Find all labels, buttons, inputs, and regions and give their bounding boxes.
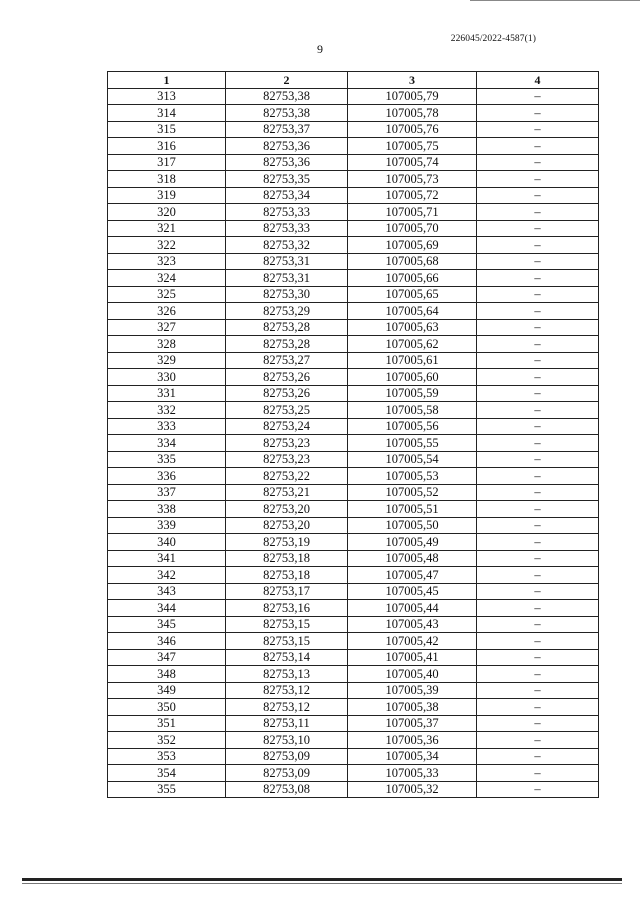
table-cell: 82753,29 — [226, 303, 348, 320]
table-cell: 323 — [108, 253, 226, 270]
table-cell: 82753,35 — [226, 171, 348, 188]
table-cell: 82753,25 — [226, 402, 348, 419]
table-cell: 107005,40 — [348, 666, 477, 683]
table-cell: – — [477, 517, 599, 534]
table-cell: 341 — [108, 550, 226, 567]
table-cell: 107005,68 — [348, 253, 477, 270]
column-header: 3 — [348, 72, 477, 89]
top-rule — [470, 0, 640, 1]
table-cell: 82753,18 — [226, 567, 348, 584]
column-header: 2 — [226, 72, 348, 89]
table-cell: 82753,09 — [226, 765, 348, 782]
table-cell: 82753,22 — [226, 468, 348, 485]
table-cell: 317 — [108, 154, 226, 171]
table-cell: 82753,18 — [226, 550, 348, 567]
table-cell: 330 — [108, 369, 226, 386]
table-cell: 345 — [108, 616, 226, 633]
table-cell: 353 — [108, 748, 226, 765]
table-cell: – — [477, 121, 599, 138]
table-cell: 107005,48 — [348, 550, 477, 567]
table-cell: 333 — [108, 418, 226, 435]
table-cell: 107005,62 — [348, 336, 477, 353]
table-row — [108, 600, 599, 617]
table-cell: 82753,17 — [226, 583, 348, 600]
table-row — [108, 352, 599, 369]
table-cell: 350 — [108, 699, 226, 716]
table-cell: – — [477, 435, 599, 452]
table-row — [108, 138, 599, 155]
table-cell: 82753,31 — [226, 270, 348, 287]
table-row — [108, 303, 599, 320]
table-row — [108, 237, 599, 254]
table-cell: – — [477, 633, 599, 650]
document-number: 226045/2022-4587(1) — [450, 34, 536, 44]
table-cell: 107005,53 — [348, 468, 477, 485]
table-cell: 82753,19 — [226, 534, 348, 551]
table-row — [108, 468, 599, 485]
table-cell: 349 — [108, 682, 226, 699]
table-cell: – — [477, 105, 599, 122]
table-row — [108, 748, 599, 765]
table-cell: – — [477, 237, 599, 254]
table-cell: – — [477, 88, 599, 105]
table-row — [108, 105, 599, 122]
table-cell: – — [477, 699, 599, 716]
table-cell: 107005,33 — [348, 765, 477, 782]
table-cell: 82753,36 — [226, 154, 348, 171]
column-header: 1 — [108, 72, 226, 89]
table-cell: 107005,79 — [348, 88, 477, 105]
table-cell: 315 — [108, 121, 226, 138]
table-row — [108, 649, 599, 666]
table-cell: – — [477, 385, 599, 402]
table-cell: 107005,64 — [348, 303, 477, 320]
table-cell: 326 — [108, 303, 226, 320]
table-row — [108, 88, 599, 105]
table-cell: 322 — [108, 237, 226, 254]
table-cell: 107005,58 — [348, 402, 477, 419]
table-cell: – — [477, 138, 599, 155]
table-cell: – — [477, 270, 599, 287]
table-cell: 334 — [108, 435, 226, 452]
table-row — [108, 171, 599, 188]
table-cell: 324 — [108, 270, 226, 287]
table-header-row — [108, 72, 599, 89]
table-cell: 346 — [108, 633, 226, 650]
table-cell: 335 — [108, 451, 226, 468]
table-cell: 82753,34 — [226, 187, 348, 204]
table-row — [108, 451, 599, 468]
table-body — [108, 88, 599, 798]
table-cell: – — [477, 154, 599, 171]
table-cell: 82753,24 — [226, 418, 348, 435]
table-row — [108, 715, 599, 732]
table-row — [108, 435, 599, 452]
table-cell: 82753,33 — [226, 204, 348, 221]
table-row — [108, 286, 599, 303]
table-cell: 355 — [108, 781, 226, 798]
table-row — [108, 385, 599, 402]
table-cell: 82753,33 — [226, 220, 348, 237]
table-row — [108, 517, 599, 534]
column-header: 4 — [477, 72, 599, 89]
table-cell: 325 — [108, 286, 226, 303]
table-cell: 82753,23 — [226, 451, 348, 468]
table-cell: 319 — [108, 187, 226, 204]
table-cell: 107005,43 — [348, 616, 477, 633]
table-row — [108, 666, 599, 683]
bottom-rule — [22, 878, 622, 881]
table-cell: – — [477, 567, 599, 584]
table-row — [108, 402, 599, 419]
table-cell: – — [477, 501, 599, 518]
table-cell: 107005,75 — [348, 138, 477, 155]
table-cell: 82753,08 — [226, 781, 348, 798]
table-cell: – — [477, 418, 599, 435]
table-cell: 107005,44 — [348, 600, 477, 617]
table-cell: – — [477, 369, 599, 386]
table-cell: – — [477, 616, 599, 633]
table-row — [108, 121, 599, 138]
table-row — [108, 501, 599, 518]
table-cell: – — [477, 171, 599, 188]
table-row — [108, 484, 599, 501]
table-cell: 348 — [108, 666, 226, 683]
table-row — [108, 369, 599, 386]
table-row — [108, 220, 599, 237]
table-cell: – — [477, 187, 599, 204]
table-cell: 327 — [108, 319, 226, 336]
table-cell: 107005,32 — [348, 781, 477, 798]
table-cell: – — [477, 748, 599, 765]
table-cell: – — [477, 600, 599, 617]
table-cell: 82753,12 — [226, 699, 348, 716]
table-cell: – — [477, 352, 599, 369]
table-row — [108, 270, 599, 287]
table-cell: 107005,76 — [348, 121, 477, 138]
table-row — [108, 765, 599, 782]
table-cell: 347 — [108, 649, 226, 666]
table-cell: – — [477, 204, 599, 221]
table-row — [108, 567, 599, 584]
table-cell: 82753,32 — [226, 237, 348, 254]
table-cell: 107005,45 — [348, 583, 477, 600]
table-cell: 82753,16 — [226, 600, 348, 617]
table-cell: 107005,65 — [348, 286, 477, 303]
table-cell: 82753,14 — [226, 649, 348, 666]
table-row — [108, 781, 599, 798]
table-cell: 82753,13 — [226, 666, 348, 683]
table-cell: 342 — [108, 567, 226, 584]
table-row — [108, 550, 599, 567]
table-cell: 332 — [108, 402, 226, 419]
coordinates-table — [107, 71, 599, 798]
table-cell: 107005,34 — [348, 748, 477, 765]
table-row — [108, 583, 599, 600]
table-cell: – — [477, 682, 599, 699]
table-cell: 337 — [108, 484, 226, 501]
table-cell: 82753,38 — [226, 88, 348, 105]
table-cell: 328 — [108, 336, 226, 353]
table-cell: 82753,20 — [226, 517, 348, 534]
table-cell: – — [477, 666, 599, 683]
table-cell: 344 — [108, 600, 226, 617]
table-cell: – — [477, 649, 599, 666]
table-cell: 329 — [108, 352, 226, 369]
table-cell: 107005,41 — [348, 649, 477, 666]
table-cell: 107005,63 — [348, 319, 477, 336]
table-cell: 82753,30 — [226, 286, 348, 303]
table-row — [108, 204, 599, 221]
table-cell: 336 — [108, 468, 226, 485]
table-cell: – — [477, 286, 599, 303]
table-cell: – — [477, 336, 599, 353]
table-cell: – — [477, 484, 599, 501]
table-cell: 82753,28 — [226, 336, 348, 353]
table-cell: – — [477, 253, 599, 270]
table-cell: 107005,51 — [348, 501, 477, 518]
table-cell: 107005,70 — [348, 220, 477, 237]
table-cell: 82753,10 — [226, 732, 348, 749]
table-cell: 82753,11 — [226, 715, 348, 732]
table-cell: 107005,50 — [348, 517, 477, 534]
table-row — [108, 187, 599, 204]
table-cell: 338 — [108, 501, 226, 518]
table-row — [108, 616, 599, 633]
table-cell: 351 — [108, 715, 226, 732]
table-cell: 82753,12 — [226, 682, 348, 699]
table-cell: 107005,42 — [348, 633, 477, 650]
table-cell: 107005,52 — [348, 484, 477, 501]
table-cell: 82753,23 — [226, 435, 348, 452]
table-cell: 107005,49 — [348, 534, 477, 551]
table-cell: 82753,31 — [226, 253, 348, 270]
table-cell: 82753,38 — [226, 105, 348, 122]
table-cell: 107005,36 — [348, 732, 477, 749]
table-cell: 352 — [108, 732, 226, 749]
table-cell: 82753,09 — [226, 748, 348, 765]
table-cell: – — [477, 220, 599, 237]
table-cell: 107005,38 — [348, 699, 477, 716]
table-cell: 82753,28 — [226, 319, 348, 336]
table-cell: 107005,59 — [348, 385, 477, 402]
table-cell: 82753,27 — [226, 352, 348, 369]
table-cell: 82753,26 — [226, 369, 348, 386]
table-cell: 343 — [108, 583, 226, 600]
table-row — [108, 154, 599, 171]
table-row — [108, 336, 599, 353]
table-cell: 331 — [108, 385, 226, 402]
table-cell: – — [477, 583, 599, 600]
table-cell: – — [477, 402, 599, 419]
table-row — [108, 253, 599, 270]
table-cell: 107005,78 — [348, 105, 477, 122]
table-row — [108, 418, 599, 435]
table-cell: 107005,72 — [348, 187, 477, 204]
table-cell: – — [477, 765, 599, 782]
table-cell: 107005,39 — [348, 682, 477, 699]
table-cell: – — [477, 303, 599, 320]
table-cell: 107005,69 — [348, 237, 477, 254]
table-cell: 82753,20 — [226, 501, 348, 518]
table-row — [108, 732, 599, 749]
table-cell: 107005,37 — [348, 715, 477, 732]
table-row — [108, 319, 599, 336]
table-cell: 320 — [108, 204, 226, 221]
table-cell: – — [477, 451, 599, 468]
table-cell: 107005,54 — [348, 451, 477, 468]
page-number: 9 — [317, 42, 323, 56]
table-cell: 107005,66 — [348, 270, 477, 287]
table-cell: 313 — [108, 88, 226, 105]
table-cell: 316 — [108, 138, 226, 155]
table-cell: 107005,47 — [348, 567, 477, 584]
table-cell: 314 — [108, 105, 226, 122]
table-cell: 107005,55 — [348, 435, 477, 452]
table-cell: 107005,60 — [348, 369, 477, 386]
table-cell: – — [477, 319, 599, 336]
table-cell: – — [477, 781, 599, 798]
table-row — [108, 682, 599, 699]
table-row — [108, 699, 599, 716]
table-cell: 340 — [108, 534, 226, 551]
table-cell: 318 — [108, 171, 226, 188]
table-cell: 107005,73 — [348, 171, 477, 188]
table-cell: 82753,37 — [226, 121, 348, 138]
table-cell: 82753,15 — [226, 616, 348, 633]
table-cell: – — [477, 732, 599, 749]
table-cell: – — [477, 550, 599, 567]
table-cell: 107005,71 — [348, 204, 477, 221]
table-cell: 107005,56 — [348, 418, 477, 435]
table-cell: 321 — [108, 220, 226, 237]
table-cell: 82753,36 — [226, 138, 348, 155]
table-cell: – — [477, 715, 599, 732]
table-row — [108, 633, 599, 650]
table-row — [108, 534, 599, 551]
bottom-rule-thin — [22, 883, 622, 884]
table-cell: 107005,61 — [348, 352, 477, 369]
table-cell: 82753,15 — [226, 633, 348, 650]
table-cell: 82753,21 — [226, 484, 348, 501]
table-cell: – — [477, 468, 599, 485]
table-cell: 354 — [108, 765, 226, 782]
table-cell: – — [477, 534, 599, 551]
table-cell: 82753,26 — [226, 385, 348, 402]
table-cell: 107005,74 — [348, 154, 477, 171]
table-cell: 339 — [108, 517, 226, 534]
